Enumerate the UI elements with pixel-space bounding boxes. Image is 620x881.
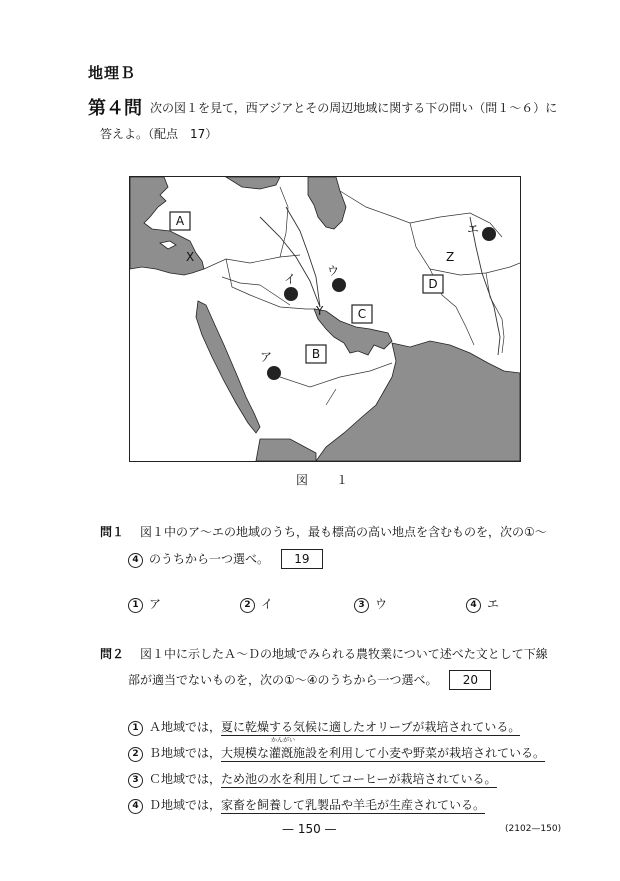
- point-a-label: ア: [260, 350, 273, 364]
- caspian-sea: [308, 177, 346, 229]
- label-z: Z: [446, 250, 455, 264]
- region-box-c: [352, 305, 372, 323]
- q1-label: 問１: [100, 525, 125, 539]
- option-underlined: ため池の水を利用してコーヒーが栽培されている。: [221, 772, 497, 786]
- option-underlined-pre: 大規模な: [221, 746, 270, 760]
- ruby-kangai: かんがい: [271, 737, 296, 744]
- choice-number: 2: [240, 598, 255, 613]
- q1-choice-2[interactable]: [240, 595, 273, 613]
- subject-title: 地理Ｂ: [88, 64, 137, 82]
- q2-option-4[interactable]: [128, 796, 485, 814]
- region-box-b: [306, 345, 326, 363]
- q2-option-1[interactable]: [128, 718, 520, 736]
- point-u-label: ウ: [327, 264, 340, 278]
- svg-text:A: A: [175, 214, 185, 228]
- option-lead: Ａ地域では，: [149, 720, 222, 734]
- choice-text: ウ: [375, 597, 388, 611]
- q1-choice-4[interactable]: [466, 595, 499, 613]
- q2-line-2-text: 部が適当でないものを，次の①～④のうちから一つ選べ。: [128, 673, 438, 687]
- option-lead: Ｃ地域では，: [149, 772, 222, 786]
- question-number: 第４問: [88, 98, 142, 119]
- point-a-marker: [267, 366, 281, 380]
- option-number: 4: [128, 799, 143, 814]
- option-lead: Ｄ地域では，: [149, 798, 222, 812]
- q2-label: 問２: [100, 647, 125, 661]
- label-y: Y: [316, 304, 324, 318]
- choice-number: 1: [128, 598, 143, 613]
- q2-option-2[interactable]: [128, 737, 546, 762]
- q2-line-1: 図１中に示したＡ～Ｄの地域でみられる農牧業について述べた文として下線: [140, 647, 548, 661]
- region-box-a: [170, 212, 190, 230]
- intro-line-1: 次の図１を見て，西アジアとその周辺地域に関する下の問い（問１～６）に: [150, 101, 558, 115]
- point-e-label: エ: [467, 222, 480, 236]
- svg-text:D: D: [428, 277, 438, 291]
- option-lead: Ｂ地域では，: [149, 746, 222, 760]
- point-i-label: イ: [284, 272, 297, 286]
- q1-line-2: [128, 549, 323, 569]
- option-number: 1: [128, 721, 143, 736]
- gulf-of-aden: [256, 439, 316, 461]
- red-sea: [196, 301, 260, 433]
- point-u-marker: [332, 278, 346, 292]
- point-i-marker: [284, 287, 298, 301]
- q2-answer-box[interactable]: 20: [449, 670, 491, 690]
- black-sea: [226, 177, 280, 189]
- choice-text: ア: [149, 597, 162, 611]
- page-code: (2102—150): [505, 824, 562, 834]
- choice-number: 4: [466, 598, 481, 613]
- q1-line-1: 図１中のア～エの地域のうち，最も標高の高い地点を含むものを，次の①～: [140, 525, 547, 539]
- q1-line-2-text: のうちから一つ選べ。: [149, 552, 270, 566]
- q1-circled-4: 4: [128, 553, 143, 568]
- figure-1-map: [129, 176, 521, 462]
- q1-choice-3[interactable]: [354, 595, 387, 613]
- intro-line-2: 答えよ。（配点 17）: [100, 127, 218, 141]
- figure-caption: 図 １: [296, 473, 357, 487]
- option-number: 2: [128, 747, 143, 762]
- q2-option-3[interactable]: [128, 770, 497, 788]
- choice-number: 3: [354, 598, 369, 613]
- ruby-base: 灌漑: [269, 746, 294, 760]
- option-underlined-post: 施設を利用して小麦や野菜が栽培されている。: [293, 746, 546, 760]
- q1-choice-1[interactable]: [128, 595, 161, 613]
- svg-text:C: C: [357, 307, 367, 321]
- option-underlined: 家畜を飼養して乳製品や羊毛が生産されている。: [221, 798, 486, 812]
- region-box-d: [423, 275, 443, 293]
- point-e-marker: [482, 227, 496, 241]
- map-svg: [130, 177, 520, 461]
- choice-text: イ: [261, 597, 274, 611]
- label-x: X: [186, 250, 195, 264]
- arabian-sea: [316, 341, 520, 461]
- page-number: — 150 —: [282, 822, 337, 836]
- q1-answer-box[interactable]: 19: [281, 549, 323, 569]
- svg-text:B: B: [311, 347, 321, 361]
- choice-text: エ: [487, 597, 500, 611]
- option-number: 3: [128, 773, 143, 788]
- q2-line-2: [128, 670, 491, 690]
- option-underlined: 夏に乾燥する気候に適したオリーブが栽培されている。: [221, 720, 521, 734]
